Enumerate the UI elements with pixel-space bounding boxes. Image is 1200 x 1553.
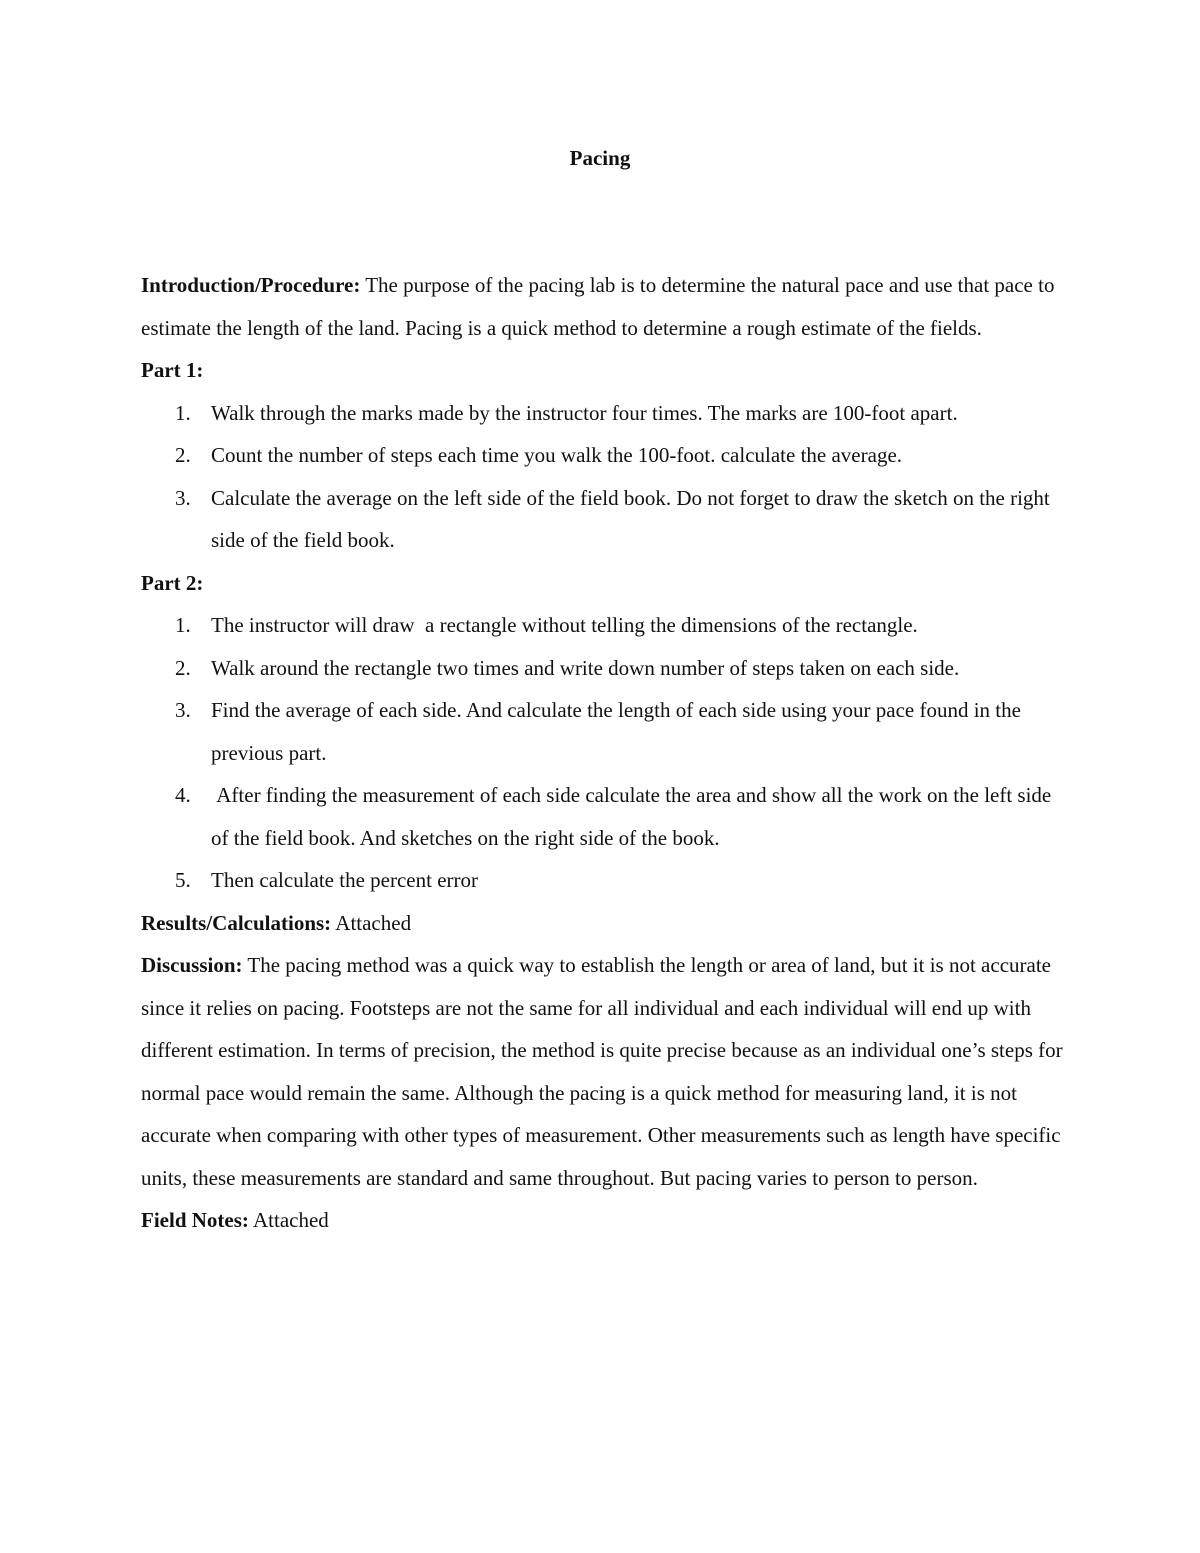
part1-item (141, 434, 1066, 477)
list-item-text: After finding the measurement of each side calculate the area and show all the work on the left side of the field book. And sketches on the right side of the book. (211, 783, 1057, 850)
part1-item (141, 392, 1066, 435)
part2-heading: Part 2: (141, 570, 204, 595)
discussion-label: Discussion: (141, 953, 243, 977)
field-notes-text: Attached (248, 1208, 329, 1232)
list-item-text: Then calculate the percent error (211, 868, 479, 892)
list-item-text: Walk through the marks made by the instructor four times. The marks are 100-foot apart. (211, 400, 958, 425)
part2-item (141, 647, 1066, 690)
document-title: Pacing (569, 146, 631, 170)
list-item-text: Calculate the average on the left side of the field book. Do not forget to draw the sketch on the right side of the field book. (211, 485, 1050, 552)
field-notes-label: Field Notes: (141, 1208, 249, 1232)
list-number: 3. (175, 485, 191, 510)
discussion-text: The pacing method was a quick way to establish the length or area of land, but it is not accurate since it relies on pacing. Footsteps are not the same for all individual and each individual will end up with different estimation. In terms of precision, the method is quite precise because as an individual one’s steps for normal pace would remain the same. Although the pacing is a quick method for measuring land, it is not accurate when comparing with other types of measurement. Other measurements such as length have specific units, these measurements are standard and same throughout. But pacing varies to person to person. (141, 953, 1063, 1190)
part1-list (141, 392, 1066, 562)
list-item-text: The instructor will draw a rectangle without telling the dimensions of the rectangle. (211, 613, 918, 637)
list-number: 2. (175, 655, 191, 680)
list-item-text: Walk around the rectangle two times and write down number of steps taken on each side. (211, 655, 960, 680)
part1-heading: Part 1: (141, 358, 204, 382)
part2-item (141, 859, 1066, 902)
list-number: 2. (175, 443, 191, 467)
list-number: 4. (175, 783, 191, 807)
part1-item (141, 477, 1066, 562)
intro-text: The purpose of the pacing lab is to determine the natural pace and use that pace to estimate the length of the land. Pacing is a quick method to determine a rough estimate of the fields. (141, 273, 1055, 340)
list-number: 5. (175, 868, 191, 892)
intro-label: Introduction/Procedure: (141, 273, 361, 297)
intro-paragraph (141, 264, 1066, 349)
results-label: Results/Calculations: (141, 910, 332, 935)
part2-list (141, 604, 1066, 902)
list-number: 1. (175, 613, 191, 637)
results-text: Attached (331, 910, 412, 935)
list-item-text: Find the average of each side. And calculate the length of each side using your pace found in the previous part. (211, 698, 1021, 765)
discussion-paragraph (141, 944, 1066, 1199)
list-number: 3. (175, 698, 191, 722)
part2-item (141, 774, 1066, 859)
document-body (141, 264, 1066, 1242)
list-item-text: Count the number of steps each time you walk the 100-foot. calculate the average. (211, 443, 903, 467)
part2-item (141, 604, 1066, 647)
part2-item (141, 689, 1066, 774)
results-paragraph (141, 902, 1066, 945)
list-number: 1. (175, 400, 191, 425)
field-notes-paragraph (141, 1199, 1066, 1242)
